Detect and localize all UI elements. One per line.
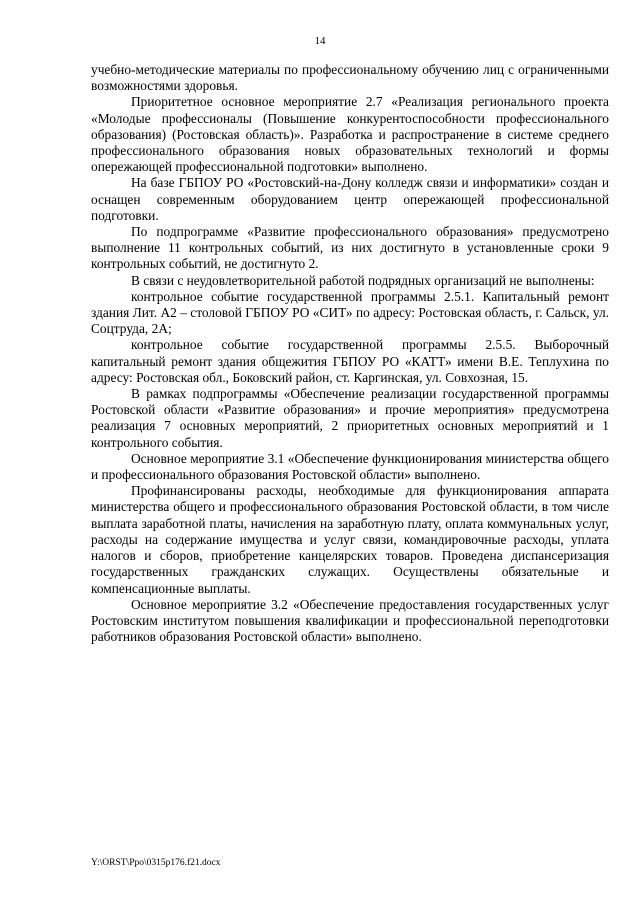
paragraph: Профинансированы расходы, необходимые для функционирования аппарата министерства общего и профессионального образования Ростовской области, в том числе выплата заработной платы, начисления на заработную плату, оплата коммунальных услуг, расходы на содержание имущества и услуг связи, командировочные расходы, уплата налогов и сборов, приобретение канцелярских товаров. Проведена диспансеризация государственных гражданских служащих. Осуществлены обязательные и компенсационные выплаты. [91,483,609,596]
paragraph: контрольное событие государственной программы 2.5.1. Капитальный ремонт здания Лит. А2 – столовой ГБПОУ РО «СИТ» по адресу: Ростовская область, г. Сальск, ул. Соцтруда, 2А; [91,288,609,337]
paragraph: По подпрограмме «Развитие профессионального образования» предусмотрено выполнение 11 контрольных событий, из них достигнуто в установленные сроки 9 контрольных событий, не достигнуто 2. [91,224,609,272]
paragraph: В связи с неудовлетворительной работой подрядных организаций не выполнены: [131,272,595,288]
paragraph: Основное мероприятие 3.1 «Обеспечение функционирования министерства общего и профессионального образования Ростовской области» выполнено. [91,450,609,483]
document-body [91,62,609,645]
paragraph: Приоритетное основное мероприятие 2.7 «Реализация регионального проекта «Молодые профессионалы (Повышение конкурентоспособности профессионального образования) (Ростовская область)». Разработка и распространение в системе среднего профессионального образования новых образовательных технологий и формы опережающей профессиональной подготовки» выполнено. [91,94,609,175]
paragraph: В рамках подпрограммы «Обеспечение реализации государственной программы Ростовской области «Развитие образования» и прочие мероприятия» предусмотрена реализация 7 основных мероприятий, 2 приоритетных основных мероприятий и 1 контрольного события. [91,386,609,450]
footer-file-path: Y:\ORST\Ppo\0315p176.f21.docx [91,858,221,868]
paragraph: Основное мероприятие 3.2 «Обеспечение предоставления государственных услуг Ростовским институтом повышения квалификации и профессиональной переподготовки работников образования Ростовской области» выполнено. [91,596,609,645]
paragraph: учебно-методические материалы по профессиональному обучению лиц с ограниченными возможностями здоровья. [91,62,609,94]
paragraph: На базе ГБПОУ РО «Ростовский-на-Дону колледж связи и информатики» создан и оснащен современным оборудованием центр опережающей профессиональной подготовки. [91,175,609,223]
page-number: 14 [314,35,326,47]
paragraph: контрольное событие государственной программы 2.5.5. Выборочный капитальный ремонт здания общежития ГБПОУ РО «КАТТ» имени В.Е. Теплухина по адресу: Ростовская обл., Боковский район, ст. Каргинская, ул. Совхозная, 15. [91,337,609,385]
